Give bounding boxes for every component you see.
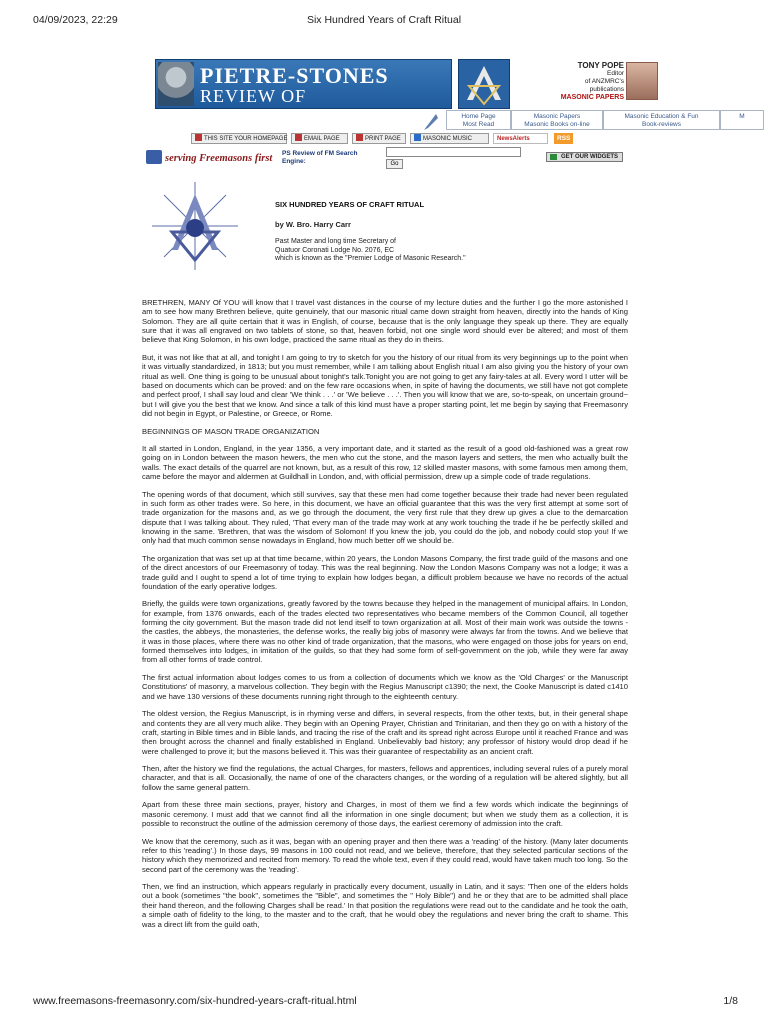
paragraph: Then, we find an instruction, which appears regularly in practically every document, usually in Latin, and it says: 'Then one of the elders holds out a book (sometimes "the book", sometimes the "Bible", and sometimes the " Holy Bible") and he or they that are to be admitted shall place their hand thereon, and the following Charges shall be read.' In that position the regulations were read out to the candidate and he took the oath, a simple oath of fidelity to the king, to the master and to the craft, that he would obey the regulations and never bring the craft to shame. This was a direct lift from the guild oath, <box>142 882 628 929</box>
email-icon <box>295 134 302 141</box>
homepage-button[interactable]: THIS SITE YOUR HOMEPAGE <box>191 133 287 144</box>
paragraph: We know that the ceremony, such as it was, began with an opening prayer and then there was a 'reading' of the history. (Many later documents refer to this 'reading'.) In those days, 99 masons in 100 could not read, and we believe, therefore, that they selected particular sections of the history which they memorized and recited from memory. To read the whole text, even if they could read, would have taken much too long. So the second part of the ceremony was the 'reading'. <box>142 836 628 874</box>
tab-masonic-papers[interactable]: Masonic Papers Masonic Books on-line <box>511 110 603 130</box>
feather-icon <box>416 110 446 130</box>
masonic-logo-icon <box>146 150 162 164</box>
page-url: www.freemasons-freemasonry.com/six-hundred-years-craft-ritual.html <box>33 995 357 1007</box>
search-input[interactable] <box>386 147 521 157</box>
print-header <box>0 14 768 28</box>
paragraph: But, it was not like that at all, and tonight I am going to try to sketch for you the history of our ritual from its very beginnings up to the point when it was virtually standardized, in 1813; but you must remember, while I am talking about English ritual I am also giving you the history of your own ritual as well. One thing is going to be unusual about tonight's talk.Tonight you are not going to get any fairy-tales at all. Every word I utter will be based on documents which can be proved: and on the few rare occasions when, in spite of having the documents, we still have not got complete and perfect proof, I shall say loud and clear 'We think . . .' or 'We believe . . .'. Then you will know that we are, so-to-speak, on uncertain ground~ but I will give you the best that we know. And since a talk of this kind must have a proper starting point, let me begin by saying that Freemasonry did not begin in Egypt, or Palestine, or Greece, or Rome. <box>142 352 628 418</box>
editor-photo <box>626 62 658 100</box>
article-author: by W. Bro. Harry Carr <box>275 220 351 229</box>
tab-home-page[interactable]: Home Page Most Read <box>446 110 511 130</box>
banner-subtitle: REVIEW OF FREEMASONRY <box>200 86 345 127</box>
search-go-button[interactable]: Go <box>386 159 403 169</box>
square-compass-emblem-icon <box>458 59 510 109</box>
site-banner[interactable] <box>155 59 452 127</box>
editor-credit: TONY POPE Editor of ANZMRC's publications MASONIC PAPERS <box>560 61 624 101</box>
paragraph: Briefly, the guilds were town organizations, greatly favored by the towns because they helped in the management of municipal affairs. In London, for example, from 1376 onwards, each of the trades elected two representatives who became members of the Common Council, all together forming the city government. But the mason trade did not lend itself to town organization at all. Most of their main work was outside the towns - the castles, the abbeys, the monasteries, the defense works, the really big jobs of masonry were always far from the towns. And we believe that it was in those places, where there was no other kind of trade organization, that the masons, who were engaged on those jobs for years on end, formed themselves into lodges, in imitation of the guilds, so that they had some form of self-government on the job, while they were far away from all other forms of trade control. <box>142 599 628 665</box>
printer-icon <box>356 134 363 141</box>
serving-tagline: serving Freemasons first <box>146 150 272 164</box>
music-icon <box>414 134 421 141</box>
print-date: 04/09/2023, 22:29 <box>33 14 118 26</box>
article-body <box>142 298 628 937</box>
print-title: Six Hundred Years of Craft Ritual <box>306 14 462 26</box>
paragraph: The first actual information about lodges comes to us from a collection of documents which we know as the 'Old Charges' or the Manuscript Constitutions' of masonry, a marvelous collection. They begin with the Regius Manuscript c1390; the next, the Cooke Manuscript is dated c1410 and we have 130 versions of these documents running right through to the eighteenth century. <box>142 673 628 701</box>
search-label: PS Review of FM Search Engine: <box>282 150 358 165</box>
paragraph: It all started in London, England, in the year 1356, a very important date, and it started as the result of a good old-fashioned was a great row going on in London between the mason hewers, the men who cut the stone, and the mason layers and setters, the men who actually built the walls. The exact details of the quarrel are not known, but, as a result of this row, 12 skilled master masons, with some famous men among them, came before the mayor and aldermen at Guildhall in London, and, with official permission, drew up a simple code of trade regulations. <box>142 444 628 482</box>
print-page-button[interactable]: PRINT PAGE <box>352 133 406 144</box>
home-icon <box>195 134 202 141</box>
knight-helmet-icon <box>158 62 194 106</box>
paragraph: The opening words of that document, which still survives, say that these men had come together because their trade had never been regulated in such form as other trades were. So here, in this document, we have an official guarantee that this was the very first attempt at some sort of trade organization for the masons and, as we go through the document, the very first rule that they drew up gives a clue to the demarcation dispute that I was talking about. They ruled, 'That every man of the trade may work at any work touching the trade if he be perfectly skilled and knowing in the same. 'Brethren, that was the wisdom of Solomon! If you knew the job, you could do the job, and nobody could stop you! If we only had that much common sense nowadays in England, how much better off we should be. <box>142 489 628 546</box>
paragraph: Then, after the history we find the regulations, the actual Charges, for masters, fellows and apprentices, including several rules of a purely moral character, and that is all. Occasionally, the name of one of the characters changes, or the wording of a regulation will be altered slightly, but all follow the same general pattern. <box>142 764 628 792</box>
page-number: 1/8 <box>723 995 738 1007</box>
email-page-button[interactable]: EMAIL PAGE <box>291 133 348 144</box>
article-title: SIX HUNDRED YEARS OF CRAFT RITUAL <box>275 200 425 209</box>
paragraph: BRETHREN, MANY Of YOU will know that I travel vast distances in the course of my lecture duties and the further I go the more astonished I am to see how many Brethren believe, quite genuinely, that our masonic ritual came down straight from heaven, directly into the hands of King Solomon. They are all quite certain that it was in English, of course, because that is the only language they speak up there. They are equally sure that it was all engraved on two tablets of stone, so that, heaven forbid, not one single word should ever be altered; and most of them believe that King Solomon, in his own lodge, practiced the same ritual as they do in theirs. <box>142 298 628 345</box>
banner-title: PIETRE-STONES <box>200 63 389 88</box>
section-heading: BEGINNINGS OF MASON TRADE ORGANIZATION <box>142 426 320 436</box>
tab-more[interactable]: M <box>720 110 764 130</box>
paragraph: The oldest version, the Regius Manuscript, is in rhyming verse and differs, in several respects, from the other texts, but, in their general shape and contents they are all very much alike. They begin with an Opening Prayer, Christian and Trinitarian, and then they go on with a history of the craft, starting in Bible times and in Bible lands, and tracing the rise of the craft and its spread right across Europe until it reached France and was then brought across the channel and finally established in England. Unbelievably bad history; any professor of history would drop dead if he were challenged to prove it; but the masons believed it. This was their guarantee of respectability as an ancient craft. <box>142 709 628 756</box>
masonic-music-button[interactable]: MASONIC MUSIC <box>410 133 489 144</box>
rss-button[interactable]: RSS <box>554 133 573 144</box>
author-bio: Past Master and long time Secretary of Quatuor Coronati Lodge No. 2076, EC which is known as the "Premier Lodge of Masonic Research." <box>275 238 466 262</box>
tab-masonic-education[interactable]: Masonic Education & Fun Book-reviews <box>603 110 720 130</box>
get-widgets-button[interactable]: GET OUR WIDGETS <box>546 152 623 162</box>
news-alerts-button[interactable]: NewsAlerts <box>493 133 548 144</box>
paragraph: The organization that was set up at that time became, within 20 years, the London Masons Company, the first trade guild of the masons and one of the direct ancestors of our Freemasonry of today. This was the real beginning. Now the London Masons Company was not a lodge; it was a trade guild and I ought to spend a lot of time trying to explain how lodges began, a difficult problem because we have no records of the actual foundation of the early operative lodges. <box>142 553 628 591</box>
masonic-logo-image <box>150 180 240 272</box>
paragraph: Apart from these three main sections, prayer, history and Charges, in most of them we find a few words which indicate the beginnings of masonic ceremony. I must add that we cannot find all the information in one single document; but when we study them as a collection, it is possible to reconstruct the outline of the admission ceremony of those days, the earliest ceremony of admission into the craft. <box>142 800 628 829</box>
